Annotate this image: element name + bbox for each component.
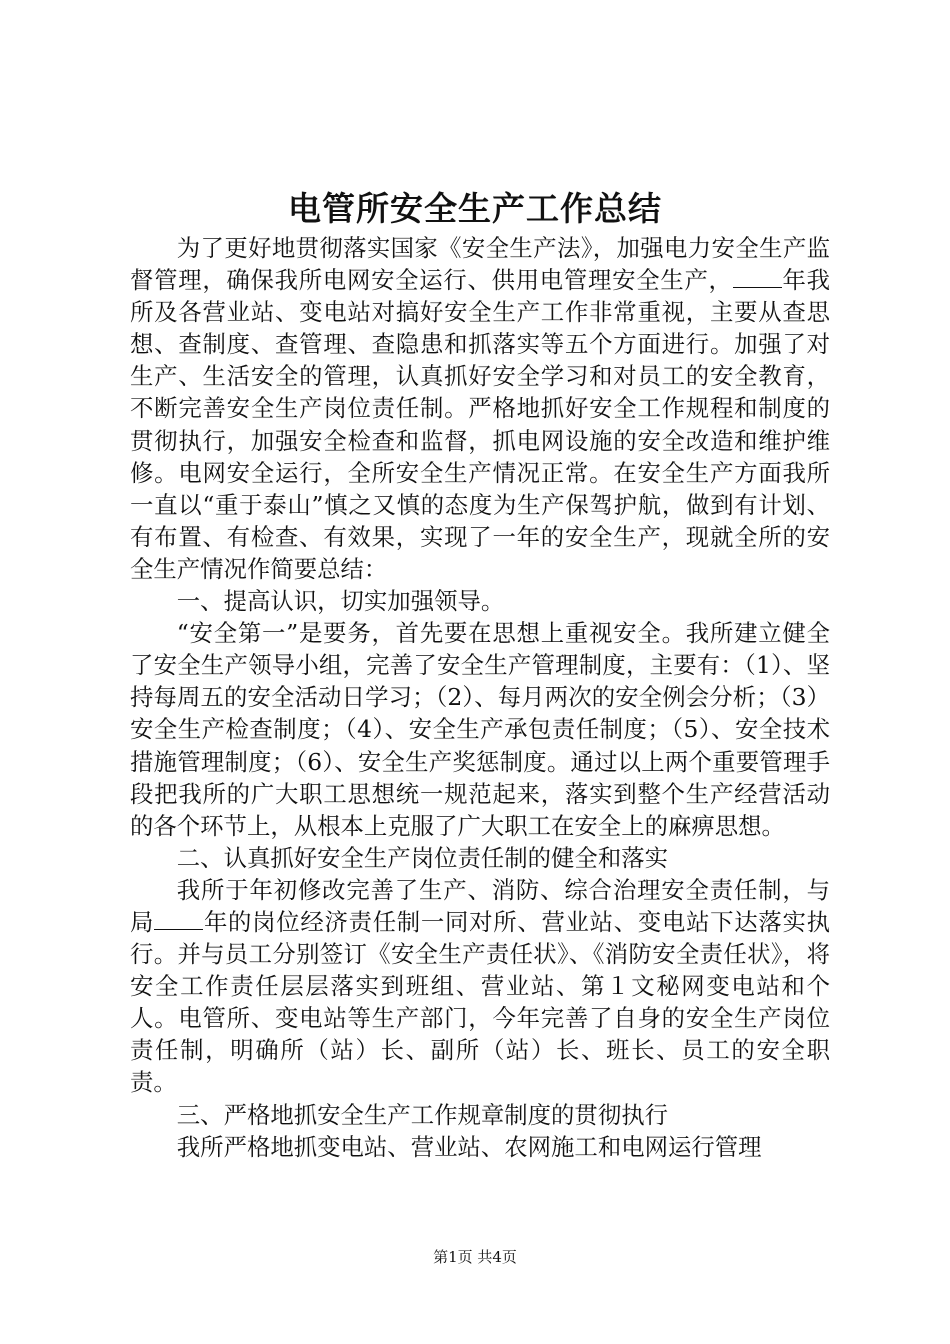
document-title: 电管所安全生产工作总结	[288, 189, 662, 228]
page-footer: 第1页 共4页	[433, 1248, 517, 1266]
section-heading-1: 一、提高认识，切实加强领导。	[176, 587, 505, 616]
paragraph-intro-part1: 为了更好地贯彻落实国家《安全生产法》，加强电力安全生产监督管理，确保我所电网安全运行、供用电管理安全生产，	[130, 234, 830, 295]
document-body	[130, 232, 830, 1163]
paragraph-section-2-part1: 我所于年初修改完善了生产、消防、综合治理安全责任制，与局	[130, 875, 830, 936]
paragraph-section-3: 我所严格地抓变电站、营业站、农网施工和电网运行管理	[176, 1132, 762, 1161]
paragraph-intro-part2: 年我所及各营业站、变电站对搞好安全生产工作非常重视，主要从查思想、查制度、查管理、查隐患和抓落实等五个方面进行。加强了对生产、生活安全的管理，认真抓好安全学习和对员工的安全教育，不断完善安全生产岗位责任制。严格地抓好安全工作规程和制度的贯彻执行，加强安全检查和监督，抓电网设施的安全改造和维护维修。电网安全运行，全所安全生产情况正常。在安全生产方面我所一直以“重于泰山”慎之又慎的态度为生产保驾护航，做到有计划、有布置、有检查、有效果，实现了一年的安全生产，现就全所的安全生产情况作简要总结：	[130, 266, 831, 583]
year-blank	[733, 266, 782, 288]
paragraph-section-2-part2: 年的岗位经济责任制一同对所、营业站、变电站下达落实执行。并与员工分别签订《安全生产责任状》、《消防安全责任状》，将安全工作责任层层落实到班组、营业站、第１文秘网变电站和个人。电管所、变电站等生产部门，今年完善了自身的安全生产岗位责任制，明确所（站）长、副所（站）长、班长、员工的安全职责。	[130, 907, 831, 1097]
paragraph-intro	[130, 232, 830, 585]
section-heading-3: 三、严格地抓安全生产工作规章制度的贯彻执行	[176, 1100, 668, 1129]
section-heading-2: 二、认真抓好安全生产岗位责任制的健全和落实	[176, 843, 668, 872]
paragraph-section-1: “安全第一”是要务，首先要在思想上重视安全。我所建立健全了安全生产领导小组，完善了安全生产管理制度，主要有：（1）、坚持每周五的安全活动日学习；（2）、每月两次的安全例会分析；（3）安全生产检查制度；（4）、安全生产承包责任制度；（5）、安全技术措施管理制度；（6）、安全生产奖惩制度。通过以上两个重要管理手段把我所的广大职工思想统一规范起来，落实到整个生产经营活动的各个环节上，从根本上克服了广大职工在安全上的麻痹思想。	[130, 619, 830, 840]
year-blank	[154, 908, 203, 930]
paragraph-section-2	[130, 874, 830, 1099]
